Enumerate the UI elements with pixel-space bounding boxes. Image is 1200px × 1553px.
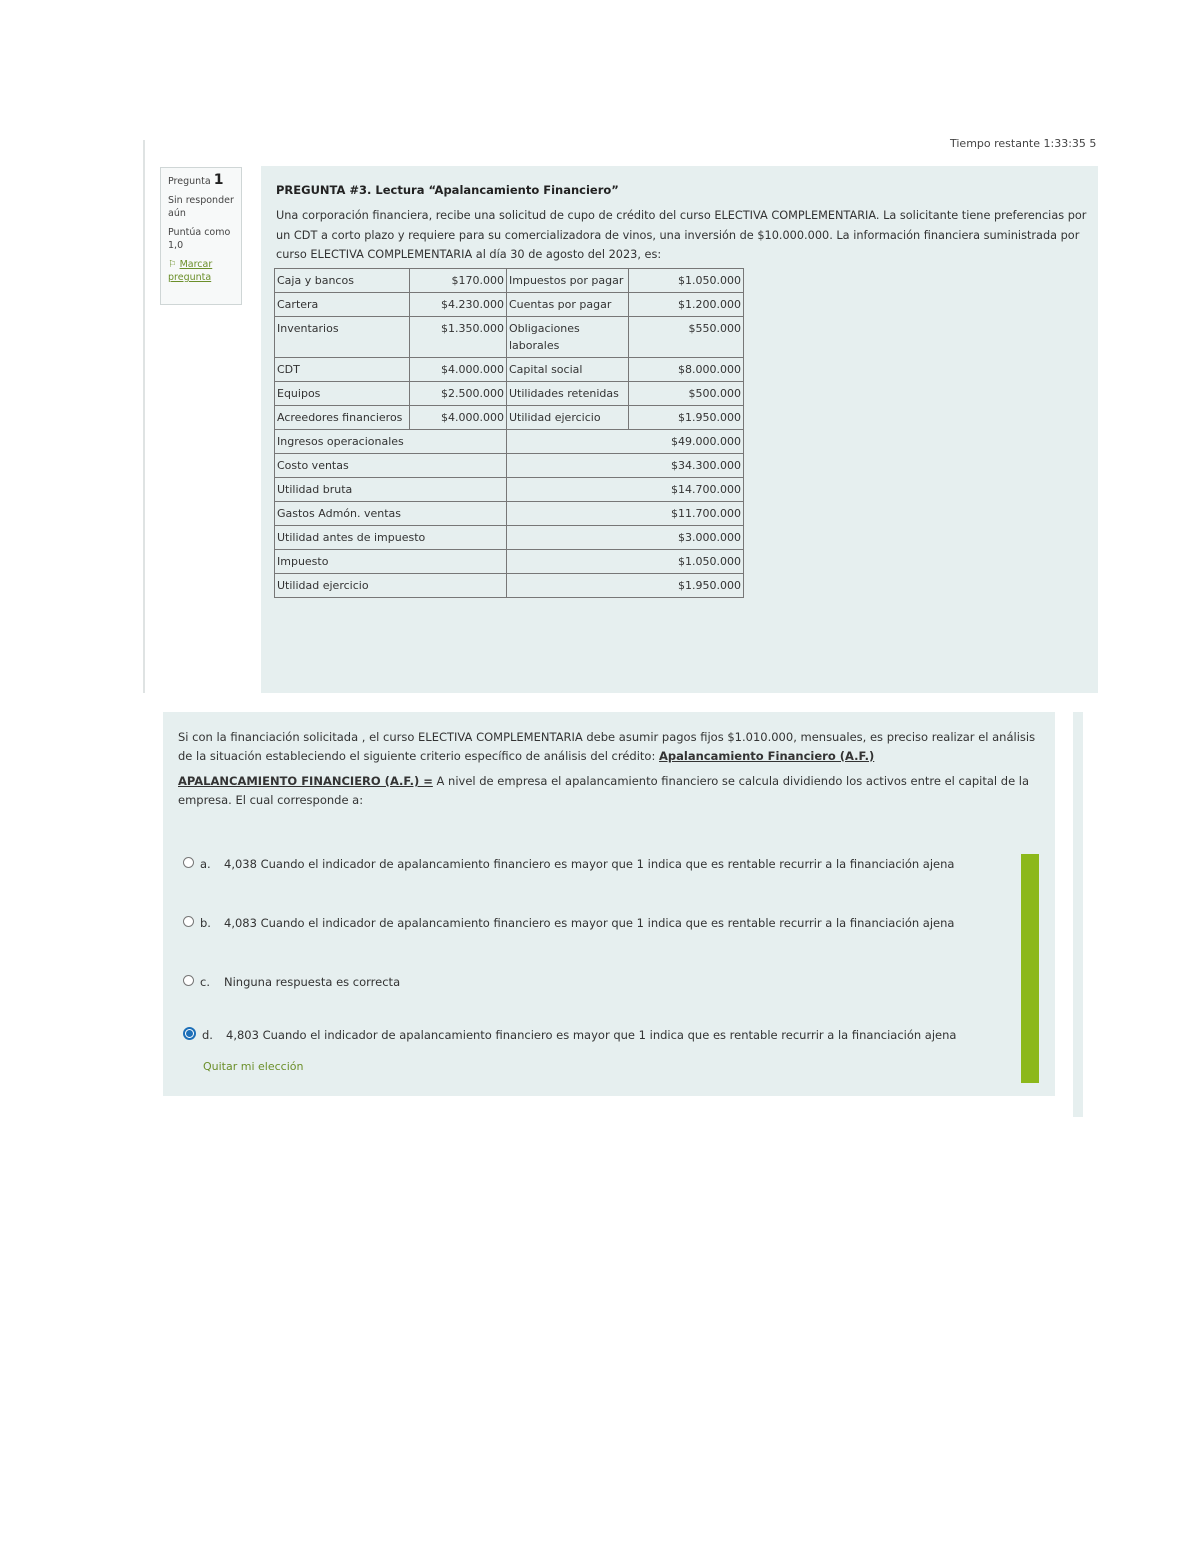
time-remaining: Tiempo restante 1:33:35 5 (950, 137, 1097, 150)
balance-cell: $1.950.000 (629, 406, 744, 430)
income-value: $1.950.000 (507, 574, 744, 598)
financial-table (274, 268, 744, 598)
balance-cell: Capital social (507, 358, 629, 382)
balance-row (275, 317, 744, 358)
income-row (275, 478, 744, 502)
balance-cell: Obligaciones laborales (507, 317, 629, 358)
answer-panel (163, 712, 1055, 1096)
option-d[interactable]: d. 4,803 Cuando el indicador de apalancamiento financiero es mayor que 1 indica que es rentable recurrir a la financiación ajena (183, 1028, 956, 1042)
radio-b[interactable] (183, 916, 194, 927)
balance-cell: Acreedores financieros (275, 406, 410, 430)
balance-cell: $1.350.000 (410, 317, 507, 358)
balance-cell: Utilidades retenidas (507, 382, 629, 406)
question-label: Pregunta (168, 176, 211, 187)
question-number: 1 (213, 172, 224, 188)
definition-text: APALANCAMIENTO FINANCIERO (A.F.) = A nivel de empresa el apalancamiento financiero se calcula dividiendo los activos entre el capital de la empresa. El cual corresponde a: (178, 774, 1030, 807)
income-row (275, 454, 744, 478)
question-title: PREGUNTA #3. Lectura “Apalancamiento Financiero” (276, 183, 619, 197)
radio-a[interactable] (183, 857, 194, 868)
income-value: $1.050.000 (507, 550, 744, 574)
right-divider (1073, 712, 1083, 1117)
balance-cell: Impuestos por pagar (507, 269, 629, 293)
income-value: $34.300.000 (507, 454, 744, 478)
question-score: Puntúa como 1,0 (168, 227, 231, 251)
balance-cell: Cuentas por pagar (507, 293, 629, 317)
balance-cell: $2.500.000 (410, 382, 507, 406)
scenario-text: Si con la financiación solicitada , el curso ELECTIVA COMPLEMENTARIA debe asumir pagos fijos $1.010.000, mensuales, es preciso realizar el análisis de la situación estableciendo el siguiente criterio específico de análisis del crédito: Apalancamiento Financiero (A.F.) (178, 730, 1036, 763)
question-panel (261, 166, 1098, 693)
income-value: $49.000.000 (507, 430, 744, 454)
income-row (275, 430, 744, 454)
balance-row (275, 293, 744, 317)
income-value: $3.000.000 (507, 526, 744, 550)
answer-status-bar (1021, 854, 1039, 1083)
flag-icon: ⚐ (168, 259, 177, 270)
balance-cell: Caja y bancos (275, 269, 410, 293)
left-divider (143, 140, 145, 693)
definition-term: APALANCAMIENTO FINANCIERO (A.F.) = (178, 774, 433, 788)
balance-cell: Inventarios (275, 317, 410, 358)
balance-cell: $1.050.000 (629, 269, 744, 293)
income-value: $11.700.000 (507, 502, 744, 526)
income-label: Ingresos operacionales (275, 430, 507, 454)
question-info-box (160, 167, 242, 305)
income-label: Utilidad antes de impuesto (275, 526, 507, 550)
radio-d-selected[interactable] (183, 1027, 196, 1040)
income-value: $14.700.000 (507, 478, 744, 502)
option-b[interactable]: b. 4,083 Cuando el indicador de apalancamiento financiero es mayor que 1 indica que es rentable recurrir a la financiación ajena (183, 916, 954, 930)
balance-cell: $170.000 (410, 269, 507, 293)
balance-cell: Cartera (275, 293, 410, 317)
question-text: Una corporación financiera, recibe una solicitud de cupo de crédito del curso ELECTIVA COMPLEMENTARIA. La solicitante tiene preferencias por un CDT a corto plazo y requiere para su comercializadora de vinos, una inversión de $10.000.000. La información financiera suministrada por curso ELECTIVA COMPLEMENTARIA al día 30 de agosto del 2023, es: (276, 209, 1087, 261)
question-status: Sin responder aún (168, 195, 234, 219)
income-label: Utilidad bruta (275, 478, 507, 502)
balance-cell: $500.000 (629, 382, 744, 406)
balance-row (275, 269, 744, 293)
income-label: Gastos Admón. ventas (275, 502, 507, 526)
balance-cell: Utilidad ejercicio (507, 406, 629, 430)
balance-cell: $4.000.000 (410, 406, 507, 430)
income-row (275, 502, 744, 526)
clear-choice-link[interactable]: Quitar mi elección (203, 1060, 304, 1073)
income-row (275, 550, 744, 574)
balance-cell: $4.230.000 (410, 293, 507, 317)
radio-c[interactable] (183, 975, 194, 986)
income-label: Costo ventas (275, 454, 507, 478)
balance-row (275, 382, 744, 406)
income-label: Impuesto (275, 550, 507, 574)
income-row (275, 526, 744, 550)
balance-cell: CDT (275, 358, 410, 382)
balance-row (275, 406, 744, 430)
balance-cell: $1.200.000 (629, 293, 744, 317)
income-row (275, 574, 744, 598)
option-a[interactable]: a. 4,038 Cuando el indicador de apalancamiento financiero es mayor que 1 indica que es rentable recurrir a la financiación ajena (183, 857, 954, 871)
balance-cell: Equipos (275, 382, 410, 406)
balance-cell: $8.000.000 (629, 358, 744, 382)
flag-question-link[interactable]: ⚐ Marcar pregunta (168, 259, 213, 283)
income-label: Utilidad ejercicio (275, 574, 507, 598)
balance-row (275, 358, 744, 382)
criterion-name: Apalancamiento Financiero (A.F.) (659, 749, 875, 763)
balance-cell: $550.000 (629, 317, 744, 358)
balance-cell: $4.000.000 (410, 358, 507, 382)
option-c[interactable]: c. Ninguna respuesta es correcta (183, 975, 400, 989)
